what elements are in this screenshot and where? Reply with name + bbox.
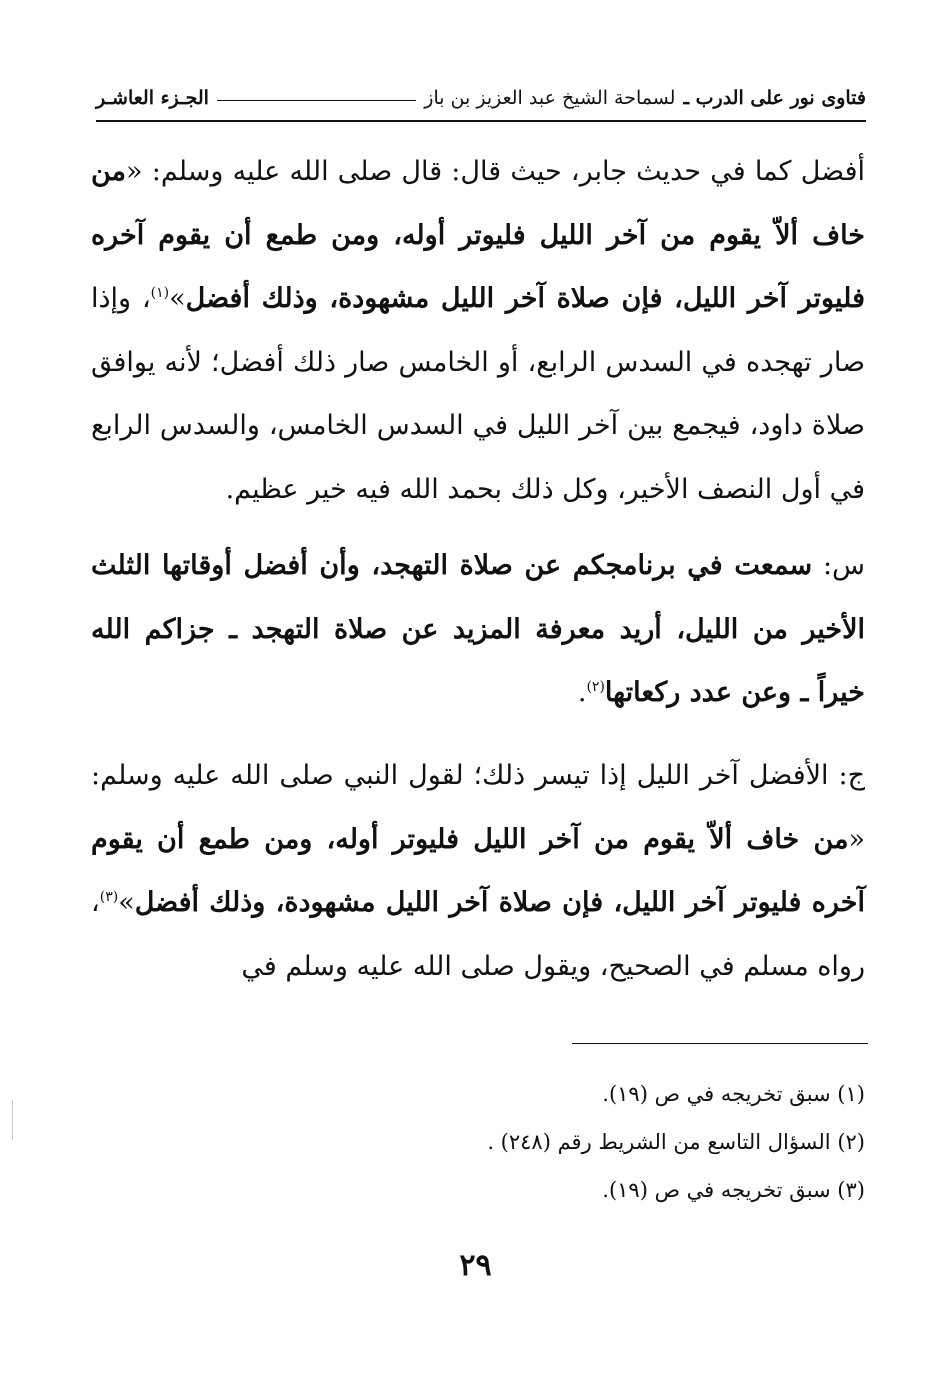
header-divider (96, 120, 866, 122)
paragraph-text: أفضل كما في حديث جابر، حيث قال: قال صلى الله عليه وسلم: « (126, 156, 865, 187)
footnote-3: (٣) سبق تخريجه في ص (١٩). (602, 1178, 865, 1202)
series-title: فتاوى نور على الدرب ـ (683, 87, 866, 109)
page-number: ٢٩ (459, 1248, 492, 1283)
hadith-quote: من خاف ألاّ يقوم من آخر الليل فليوتر أوله، ومن طمع أن يقوم آخره فليوتر آخر الليل، فإن صلاة آخر الليل مشهودة، وذلك أفضل (91, 156, 865, 314)
paragraph-text: ، وإذا صار تهجده في السدس الرابع، أو الخامس صار ذلك أفضل؛ لأنه يوافق صلاة داود، فيجمع بين آخر الليل في السدس الخامس، والسدس الرابع في أول النصف الأخير، وكل ذلك بحمد الله فيه خير عظيم. (91, 283, 865, 505)
question-prefix: س: (812, 550, 865, 581)
scan-edge-mark (12, 1100, 13, 1140)
author-name: لسماحة الشيخ عبد العزيز بن باز (424, 87, 676, 109)
footnote-ref-2[interactable]: (٢) (586, 679, 605, 695)
question-paragraph (91, 534, 865, 725)
question-end: . (577, 677, 587, 708)
footnotes (91, 1070, 865, 1214)
hadith-quote: من خاف ألاّ يقوم من آخر الليل فليوتر أوله، ومن طمع أن يقوم آخره فليوتر آخر الليل، فإن صلاة آخر الليل مشهودة، وذلك أفضل (91, 823, 865, 918)
header-dash-rule (217, 100, 416, 101)
answer-text: ج: الأفضل آخر الليل إذا تيسر ذلك؛ لقول النبي صلى الله عليه وسلم: « (91, 760, 865, 855)
footnote-ref-3[interactable]: (٣) (99, 889, 119, 905)
running-header (96, 80, 866, 116)
footnote-separator (572, 1043, 868, 1044)
answer-paragraph (91, 744, 865, 998)
footnote-ref-1[interactable]: (١) (150, 285, 170, 301)
quote-close: » (118, 887, 135, 918)
answer-text: ، رواه مسلم في الصحيح، ويقول صلى الله عليه وسلم في (91, 887, 865, 982)
footnote-1: (١) سبق تخريجه في ص (١٩). (602, 1082, 865, 1106)
question-text: سمعت في برنامجكم عن صلاة التهجد، وأن أفضل أوقاتها الثلث الأخير من الليل، أريد معرفة المزيد عن صلاة التهجد ـ جزاكم الله خيراً ـ وعن عدد ركعاتها (91, 550, 865, 708)
paragraph-continuation (91, 140, 865, 521)
volume-part: الجـزء العاشـر (96, 87, 209, 109)
quote-close: » (169, 283, 186, 314)
footnote-2: (٢) السؤال التاسع من الشريط رقم (٢٤٨) . (487, 1130, 865, 1154)
